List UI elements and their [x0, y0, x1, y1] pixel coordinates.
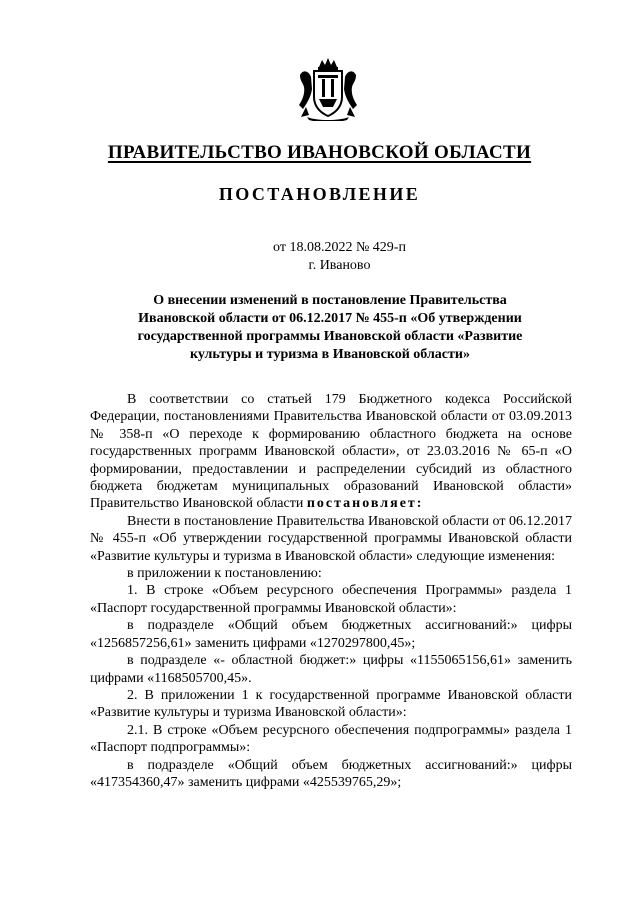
- government-name: ПРАВИТЕЛЬСТВО ИВАНОВСКОЙ ОБЛАСТИ: [107, 142, 532, 163]
- body-paragraph: [90, 391, 572, 513]
- document-type: ПОСТАНОВЛЕНИЕ: [218, 184, 421, 204]
- body-paragraph: 1. В строке «Объем ресурсного обеспечения Программы» раздела 1 «Паспорт государственной программы Ивановской области»:: [90, 583, 572, 616]
- resolves-word: постановляет:: [306, 496, 424, 512]
- body-paragraph: в подразделе «Общий объем бюджетных ассигнований:» цифры «1256857256,61» заменить цифрами «1270297800,45»;: [90, 618, 572, 651]
- paragraph-text: В соответствии со статьей 179 Бюджетного кодекса Российской Федерации, постановлениями Правительства Ивановской области от 03.09.2013 № 358-п «О переходе к формированию областного бюджета на основе государственных программ Ивановской области», от 23.03.2016 № 65-п «О формировании, предоставлении и распределении субсидий из областного бюджета бюджетам муниципальных образований Ивановской области» Правительство Ивановской области: [90, 392, 572, 512]
- document-body: [90, 391, 572, 791]
- body-paragraph: в подразделе «Общий объем бюджетных ассигнований:» цифры «417354360,47» заменить цифрами «425539765,29»;: [90, 757, 572, 790]
- subject-line: государственной программы Ивановской области «Развитие: [137, 329, 523, 344]
- subject-line: Ивановской области от 06.12.2017 № 455-п «Об утверждении: [138, 311, 522, 326]
- coat-of-arms-icon: [297, 57, 359, 121]
- document-date-number: от 18.08.2022 № 429-п: [273, 240, 406, 255]
- body-paragraph: в приложении к постановлению:: [127, 566, 322, 582]
- subject-line: культуры и туризма в Ивановской области»: [190, 347, 470, 362]
- body-paragraph: 2.1. В строке «Объем ресурсного обеспечения подпрограммы» раздела 1 «Паспорт подпрограммы»:: [90, 722, 572, 756]
- body-paragraph: 2. В приложении 1 к государственной программе Ивановской области «Развитие культуры и туризма Ивановской области»:: [90, 687, 572, 721]
- body-paragraph: в подразделе «- областной бюджет:» цифры «1155065156,61» заменить цифрами «1168505700,45».: [90, 653, 572, 686]
- document-city: г. Иваново: [308, 258, 371, 273]
- body-paragraph: Внести в постановление Правительства Ивановской области от 06.12.2017 № 455-п «Об утверждении государственной программы Ивановской области «Развитие культуры и туризма в Ивановской области» следующие изменения:: [90, 513, 572, 564]
- subject-line: О внесении изменений в постановление Правительства: [153, 293, 507, 308]
- document-subject: [110, 292, 550, 364]
